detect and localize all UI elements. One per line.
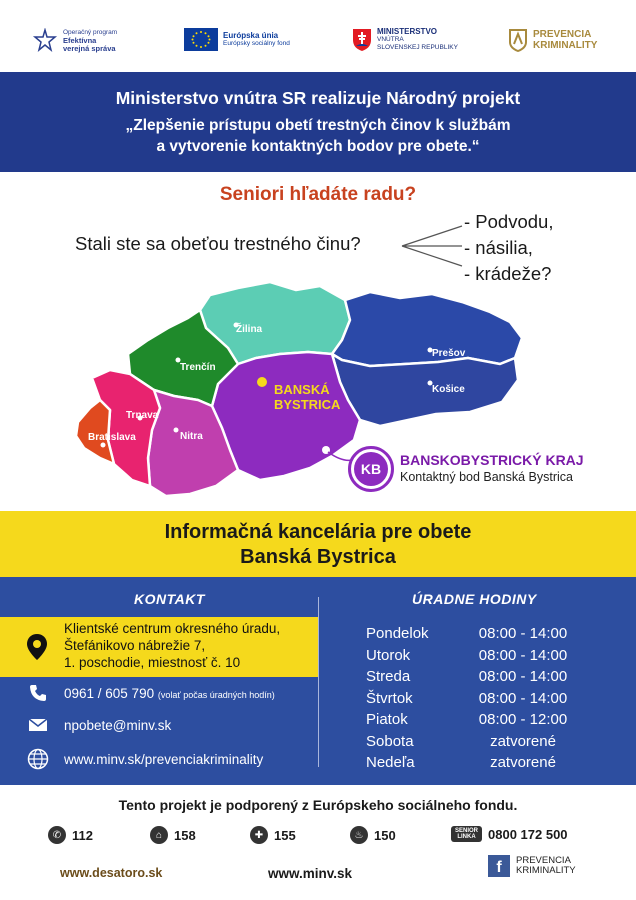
- ministry-line2: VNÚTRA: [377, 36, 404, 43]
- address-block: [0, 617, 318, 677]
- info-panel: [0, 577, 636, 785]
- ministry-line1: MINISTERSTVO: [377, 27, 438, 36]
- label-bratislava: Bratislava: [88, 432, 136, 443]
- star-figure-icon: [32, 28, 58, 54]
- label-zilina: Žilina: [236, 324, 263, 335]
- address-line: Štefánikovo nábrežie 7,: [64, 638, 206, 653]
- emergency-numbers: [48, 826, 608, 846]
- hours-day: Štvrtok: [366, 689, 413, 707]
- medical-cross-icon: ✚: [250, 826, 268, 844]
- kraj-label: [400, 452, 584, 484]
- logo-bar: [0, 0, 636, 72]
- hours-day: Nedeľa: [366, 754, 415, 771]
- kraj-subtitle: Kontaktný bod Banská Bystrica: [400, 470, 574, 484]
- hours-day: Sobota: [366, 732, 414, 750]
- senior-label-2: LINKA: [457, 834, 476, 840]
- phone-handset-icon: ✆: [48, 826, 66, 844]
- fb-label-2: KRIMINALITY: [516, 865, 576, 876]
- prevencia-line2: KRIMINALITY: [533, 40, 598, 51]
- address-line: Klientské centrum okresného úradu,: [64, 621, 281, 636]
- envelope-icon: [26, 713, 50, 737]
- fire-icon: ♨: [350, 826, 368, 844]
- label-nitra: Nitra: [180, 431, 203, 442]
- eu-flag-icon: [184, 28, 218, 51]
- label-banska-2: BYSTRICA: [274, 397, 341, 412]
- op-line3: verejná správa: [63, 44, 116, 53]
- esf-support-note: Tento projekt je podporený z Európskeho sociálneho fondu.: [118, 797, 518, 813]
- email-row[interactable]: [0, 713, 318, 737]
- phone-icon: [26, 681, 50, 705]
- header-title: Ministerstvo vnútra SR realizuje Národný projekt: [115, 88, 521, 108]
- label-trnava: Trnava: [126, 410, 159, 421]
- senior-line[interactable]: [451, 826, 568, 842]
- emergency-number[interactable]: 158: [174, 827, 196, 843]
- region-kosice: [332, 354, 518, 426]
- emergency-number[interactable]: 155: [274, 827, 296, 843]
- office-line-2: Banská Bystrica: [240, 546, 396, 568]
- fb-label-1: PREVENCIA: [516, 855, 571, 866]
- emergency-158[interactable]: [150, 826, 196, 844]
- crime-list: [464, 209, 553, 287]
- project-header: [0, 72, 636, 172]
- desatoro-link[interactable]: www.desatoro.sk: [60, 866, 163, 880]
- eu-line1: Európska únia: [223, 30, 279, 40]
- facebook-prevencia[interactable]: [488, 855, 576, 877]
- hours-value: 08:00 - 14:00: [478, 689, 568, 707]
- web-row[interactable]: [0, 747, 318, 771]
- senior-linka-badge: [451, 826, 482, 842]
- location-pin-icon: [26, 633, 48, 661]
- address-line: 1. poschodie, miestnosť č. 10: [64, 655, 241, 670]
- victim-question: Stali ste sa obeťou trestného činu?: [75, 233, 361, 254]
- op-line2: Efektívna: [63, 36, 97, 45]
- header-subtitle-1: „Zlepšenie prístupu obetí trestných činov k službám: [125, 117, 511, 134]
- prevencia-emblem-icon: [508, 28, 528, 52]
- column-divider: [318, 597, 319, 767]
- hours-day: Pondelok: [366, 625, 429, 642]
- kraj-title: BANSKOBYSTRICKÝ KRAJ: [400, 452, 584, 468]
- emergency-155[interactable]: [250, 826, 296, 844]
- email-link[interactable]: npobete@minv.sk: [64, 717, 172, 733]
- phone-row[interactable]: [0, 681, 318, 705]
- hours-title: ÚRADNE HODINY: [412, 591, 537, 607]
- senior-label-1: SENIOR: [455, 828, 479, 834]
- globe-icon: [26, 747, 50, 771]
- office-banner: [0, 511, 636, 577]
- label-presov: Prešov: [432, 348, 466, 359]
- ministry-line3: SLOVENSKEJ REPUBLIKY: [377, 44, 458, 51]
- label-banska-1: BANSKÁ: [274, 382, 330, 397]
- hours-value: zatvorené: [490, 732, 556, 750]
- emergency-150[interactable]: [350, 826, 396, 844]
- senior-line-number[interactable]: 0800 172 500: [488, 826, 568, 842]
- hours-day: Utorok: [366, 646, 411, 664]
- prevencia-logo: [508, 28, 597, 52]
- hours-value: 08:00 - 14:00: [478, 625, 568, 642]
- crime-item: - Podvodu,: [464, 211, 554, 232]
- prevencia-line1: PREVENCIA: [533, 29, 592, 40]
- web-link[interactable]: www.minv.sk/prevenciakriminality: [64, 751, 264, 767]
- hours-day: Piatok: [366, 711, 408, 728]
- phone-number[interactable]: 0961 / 605 790: [64, 685, 155, 701]
- fan-lines-icon: [400, 210, 464, 270]
- office-line-1: Informačná kancelária pre obete: [164, 521, 472, 543]
- op-line1: Operačný program: [63, 29, 118, 36]
- kb-badge: [348, 446, 394, 492]
- facebook-icon[interactable]: f: [488, 855, 510, 877]
- region-presov: [332, 292, 522, 366]
- hours-value: 08:00 - 12:00: [478, 711, 568, 728]
- police-icon: ⌂: [150, 826, 168, 844]
- emergency-number[interactable]: 150: [374, 827, 396, 843]
- contact-title: KONTAKT: [134, 591, 205, 607]
- label-kosice: Košice: [432, 384, 465, 395]
- minv-link[interactable]: www.minv.sk: [268, 866, 353, 881]
- op-logo: [32, 28, 117, 54]
- label-trencin: Trenčín: [180, 362, 216, 373]
- slovak-coat-of-arms-icon: [352, 28, 372, 52]
- hours-value: 08:00 - 14:00: [478, 646, 568, 664]
- kb-badge-text: KB: [354, 452, 388, 486]
- seniori-heading: Seniori hľadáte radu?: [219, 184, 417, 205]
- hours-value: 08:00 - 14:00: [478, 668, 568, 685]
- crime-item: - násilia,: [464, 237, 533, 258]
- emergency-number[interactable]: 112: [72, 827, 93, 843]
- eu-line2: Európsky sociálny fond: [223, 39, 290, 47]
- hours-value: zatvorené: [490, 754, 556, 771]
- phone-note: (volať počas úradných hodín): [157, 689, 275, 700]
- hours-day: Streda: [366, 668, 411, 685]
- header-subtitle-2: a vytvorenie kontaktných bodov pre obete.“: [156, 138, 480, 155]
- emergency-112[interactable]: [48, 826, 93, 844]
- crime-item: - krádeže?: [464, 263, 552, 284]
- eu-logo: [184, 28, 290, 51]
- ministry-logo: [352, 28, 458, 52]
